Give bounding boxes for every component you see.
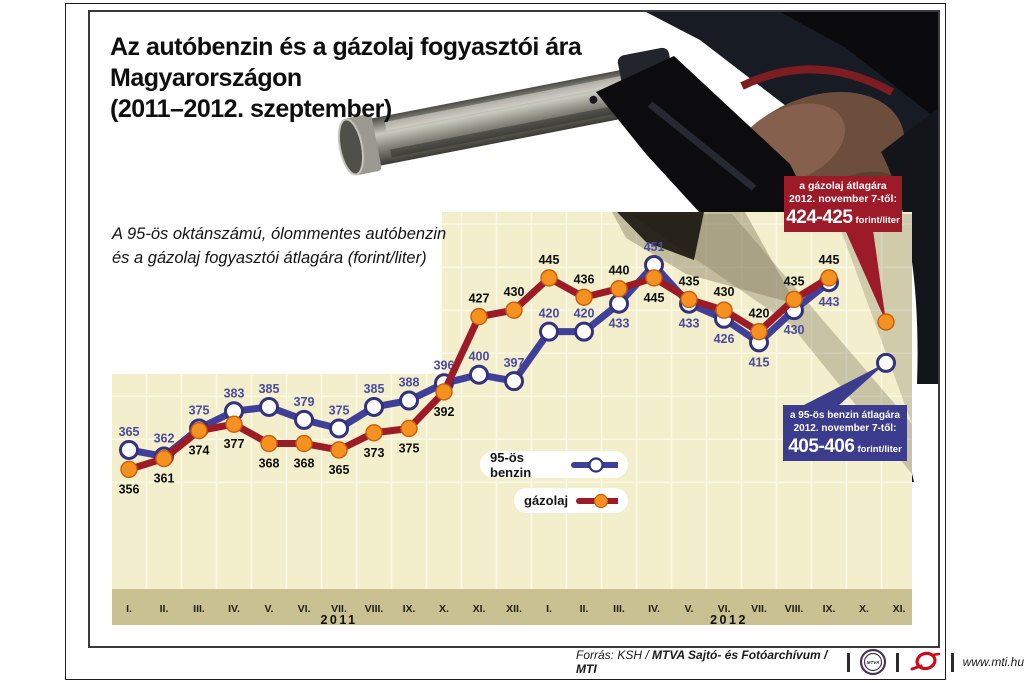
svg-text:420: 420 [573, 306, 595, 321]
callout-benzin-line2: 2012. november 7-től: [793, 423, 897, 434]
svg-text:356: 356 [118, 482, 140, 497]
x-axis [112, 589, 912, 627]
callout-gazolaj-value: 424-425 [786, 207, 853, 228]
svg-text:MTVA: MTVA [866, 660, 880, 665]
legend-gazolaj-label: gázolaj [524, 493, 569, 508]
svg-text:IV.: IV. [648, 603, 660, 615]
svg-text:VIII.: VIII. [364, 603, 384, 615]
svg-text:397: 397 [503, 356, 525, 371]
svg-text:368: 368 [293, 456, 315, 471]
svg-text:392: 392 [433, 404, 455, 419]
gazolaj-line-sample-icon [576, 493, 618, 509]
callout-gazolaj [784, 176, 902, 232]
svg-text:362: 362 [153, 431, 175, 446]
svg-text:433: 433 [608, 316, 630, 331]
legend-benzin-label: 95-ös benzin [490, 449, 532, 480]
svg-text:IX.: IX. [402, 603, 416, 615]
infographic-board [88, 10, 940, 648]
callout-gazolaj-unit: forint/liter [855, 215, 900, 226]
svg-text:435: 435 [783, 274, 805, 289]
svg-text:440: 440 [608, 263, 630, 278]
svg-text:V.: V. [264, 603, 274, 615]
legend-item-gazolaj [514, 488, 628, 513]
svg-text:365: 365 [118, 424, 140, 439]
mtva-logo [859, 648, 887, 676]
svg-text:379: 379 [293, 394, 315, 409]
svg-text:445: 445 [643, 290, 665, 305]
svg-text:375: 375 [188, 403, 210, 418]
svg-text:I.: I. [546, 603, 552, 615]
svg-text:396: 396 [433, 358, 455, 373]
legend-item-benzin [480, 451, 628, 478]
svg-text:445: 445 [818, 252, 840, 267]
svg-text:385: 385 [363, 381, 385, 396]
svg-text:400: 400 [468, 349, 490, 364]
svg-text:X.: X. [859, 603, 869, 615]
footer [576, 649, 1024, 675]
svg-text:436: 436 [573, 272, 595, 287]
chart-subtitle: A 95-ös oktánszámú, ólommentes autóbenzin és a gázolaj fogyasztói átlagára (forint/liter) [112, 225, 447, 267]
svg-text:VII.: VII. [331, 603, 347, 615]
svg-text:VI.: VI. [297, 603, 311, 615]
svg-text:375: 375 [328, 403, 350, 418]
footer-separator [896, 653, 899, 672]
svg-text:361: 361 [153, 471, 175, 486]
svg-text:430: 430 [783, 323, 805, 338]
callout-benzin-unit: forint/liter [857, 444, 902, 455]
svg-text:III.: III. [613, 603, 625, 615]
footer-source: Forrás: KSH / MTVA Sajtó- és Fotóarchívum / MTI [576, 648, 828, 676]
title-line1: Az autóbenzin és a gázolaj fogyasztói ára [110, 33, 582, 61]
svg-text:II.: II. [579, 603, 589, 615]
svg-text:430: 430 [503, 285, 525, 300]
svg-text:426: 426 [713, 331, 735, 346]
callout-benzin-line1: a 95-ös benzin átlagára [789, 410, 901, 421]
svg-text:420: 420 [748, 306, 770, 321]
svg-text:373: 373 [363, 445, 385, 460]
svg-text:445: 445 [538, 252, 560, 267]
footer-url: www.mti.hu [962, 655, 1024, 669]
callout-gazolaj-line1: a gázolaj átlagára [799, 180, 887, 192]
svg-text:388: 388 [398, 375, 420, 390]
svg-text:2012: 2012 [710, 613, 748, 627]
svg-text:IX.: IX. [822, 603, 836, 615]
svg-text:I.: I. [126, 603, 132, 615]
svg-text:435: 435 [678, 274, 700, 289]
svg-text:415: 415 [748, 355, 770, 370]
svg-text:II.: II. [159, 603, 169, 615]
svg-text:VIII.: VIII. [784, 603, 804, 615]
callout-gazolaj-line2: 2012. november 7-től: [789, 193, 897, 205]
title-line2: Magyarországon [110, 64, 302, 92]
svg-text:377: 377 [223, 437, 245, 452]
svg-text:368: 368 [258, 456, 280, 471]
svg-text:VI.: VI. [717, 603, 731, 615]
footer-separator [951, 653, 954, 672]
svg-text:375: 375 [398, 441, 420, 456]
mti-logo [908, 650, 942, 674]
benzin-line-sample-icon [571, 457, 618, 473]
svg-text:IV.: IV. [228, 603, 240, 615]
svg-text:385: 385 [258, 381, 280, 396]
svg-text:XI.: XI. [472, 603, 486, 615]
svg-text:451: 451 [643, 240, 665, 254]
svg-text:443: 443 [818, 295, 840, 310]
svg-text:427: 427 [468, 291, 490, 306]
svg-text:VII.: VII. [751, 603, 767, 615]
footer-separator [847, 653, 850, 672]
svg-text:420: 420 [538, 306, 560, 321]
svg-text:XI.: XI. [892, 603, 906, 615]
callout-benzin-value: 405-406 [788, 436, 855, 457]
callout-benzin [783, 405, 907, 461]
page-title [110, 32, 581, 125]
svg-text:433: 433 [678, 316, 700, 331]
gazolaj-november-point [878, 314, 894, 330]
svg-text:XII.: XII. [506, 603, 522, 615]
benzin-november-point [878, 354, 895, 371]
svg-text:III.: III. [193, 603, 205, 615]
svg-text:374: 374 [188, 443, 210, 458]
svg-text:383: 383 [223, 386, 245, 401]
svg-text:X.: X. [439, 603, 449, 615]
svg-text:430: 430 [713, 285, 735, 300]
svg-text:365: 365 [328, 462, 350, 477]
svg-text:V.: V. [684, 603, 694, 615]
title-line3: (2011–2012. szeptember) [110, 95, 392, 123]
svg-text:2011: 2011 [320, 613, 358, 627]
